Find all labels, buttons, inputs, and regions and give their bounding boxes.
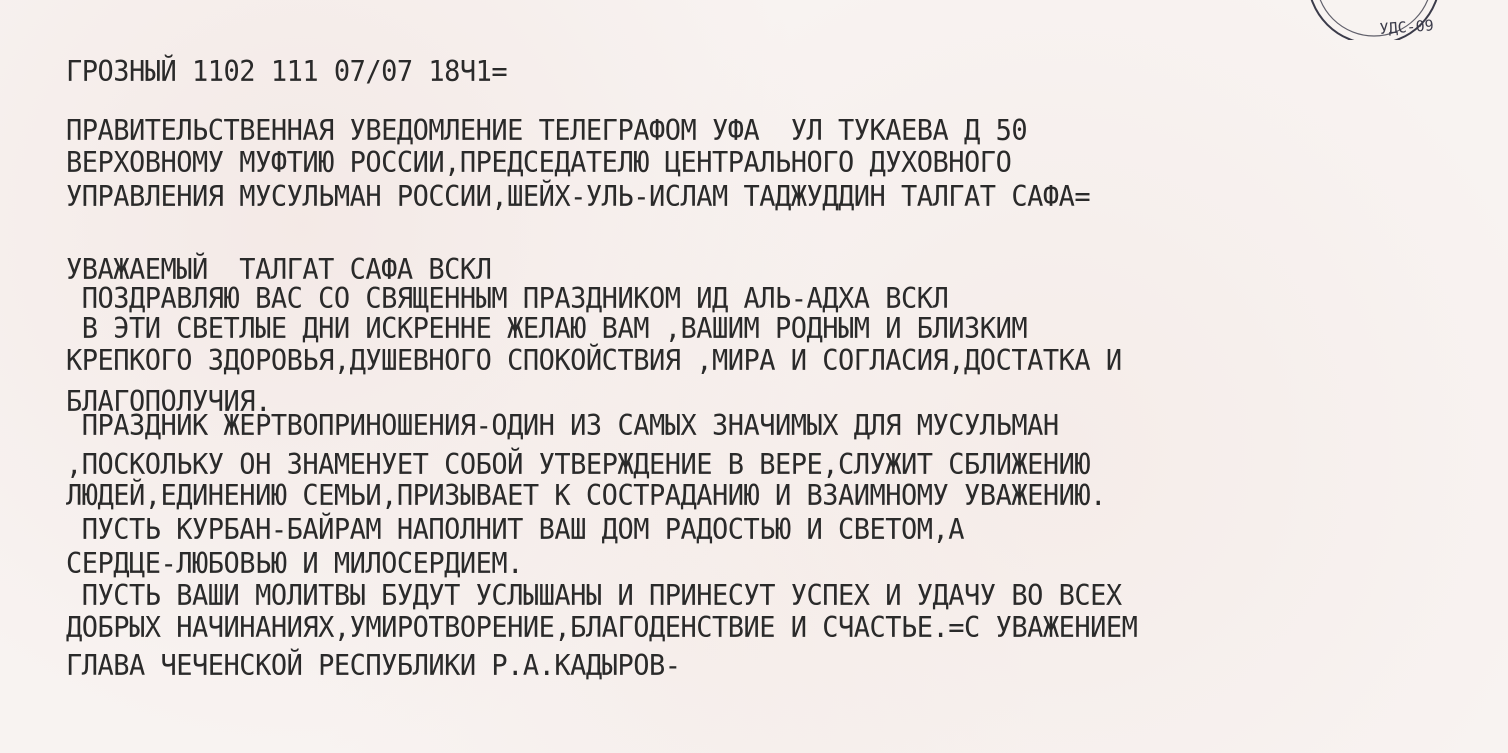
telegram-header: ГРОЗНЫЙ 1102 111 07/07 18Ч1= bbox=[66, 56, 508, 89]
body-line: СЕРДЦЕ-ЛЮБОВЬЮ И МИЛОСЕРДИЕМ. bbox=[66, 548, 523, 581]
address-line: ВЕРХОВНОМУ МУФТИЮ РОССИИ,ПРЕДСЕДАТЕЛЮ ЦЕНТРАЛЬНОГО ДУХОВНОГО bbox=[66, 147, 1012, 180]
body-line: ДОБРЫХ НАЧИНАНИЯХ,УМИРОТВОРЕНИЕ,БЛАГОДЕНСТВИЕ И СЧАСТЬЕ.=С УВАЖЕНИЕМ bbox=[66, 612, 1138, 645]
address-line: УПРАВЛЕНИЯ МУСУЛЬМАН РОССИИ,ШЕЙХ-УЛЬ-ИСЛАМ ТАДЖУДДИН ТАЛГАТ САФА= bbox=[66, 181, 1091, 214]
signature-line: ГЛАВА ЧЕЧЕНСКОЙ РЕСПУБЛИКИ Р.А.КАДЫРОВ- bbox=[66, 650, 681, 683]
body-line: КРЕПКОГО ЗДОРОВЬЯ,ДУШЕВНОГО СПОКОЙСТВИЯ ,МИРА И СОГЛАСИЯ,ДОСТАТКА И bbox=[66, 345, 1122, 378]
address-line: ПРАВИТЕЛЬСТВЕННАЯ УВЕДОМЛЕНИЕ ТЕЛЕГРАФОМ УФА УЛ ТУКАЕВА Д 50 bbox=[66, 115, 1028, 148]
body-line: ПУСТЬ ВАШИ МОЛИТВЫ БУДУТ УСЛЫШАНЫ И ПРИНЕСУТ УСПЕХ И УДАЧУ ВО ВСЕХ bbox=[66, 580, 1122, 613]
body-line: ПОЗДРАВЛЯЮ ВАС СО СВЯЩЕННЫМ ПРАЗДНИКОМ ИД АЛЬ-АДХА ВСКЛ bbox=[66, 283, 949, 316]
body-line: В ЭТИ СВЕТЛЫЕ ДНИ ИСКРЕННЕ ЖЕЛАЮ ВАМ ,ВАШИМ РОДНЫМ И БЛИЗКИМ bbox=[66, 313, 1028, 346]
stamp-text: УДС-09 bbox=[1379, 16, 1435, 38]
body-line: ПУСТЬ КУРБАН-БАЙРАМ НАПОЛНИТ ВАШ ДОМ РАДОСТЬЮ И СВЕТОМ,А bbox=[66, 514, 965, 547]
greeting-line: УВАЖАЕМЫЙ ТАЛГАТ САФА ВСКЛ bbox=[66, 254, 492, 287]
postal-stamp-icon bbox=[1262, 0, 1462, 40]
body-line: ЛЮДЕЙ,ЕДИНЕНИЮ СЕМЬИ,ПРИЗЫВАЕТ К СОСТРАДАНИЮ И ВЗАИМНОМУ УВАЖЕНИЮ. bbox=[66, 480, 1106, 513]
body-line: ПРАЗДНИК ЖЕРТВОПРИНОШЕНИЯ-ОДИН ИЗ САМЫХ ЗНАЧИМЫХ ДЛЯ МУСУЛЬМАН bbox=[66, 410, 1059, 443]
body-line: ,ПОСКОЛЬКУ ОН ЗНАМЕНУЕТ СОБОЙ УТВЕРЖДЕНИЕ В ВЕРЕ,СЛУЖИТ СБЛИЖЕНИЮ bbox=[66, 449, 1091, 482]
body-line: БЛАГОПОЛУЧИЯ. bbox=[66, 386, 271, 419]
